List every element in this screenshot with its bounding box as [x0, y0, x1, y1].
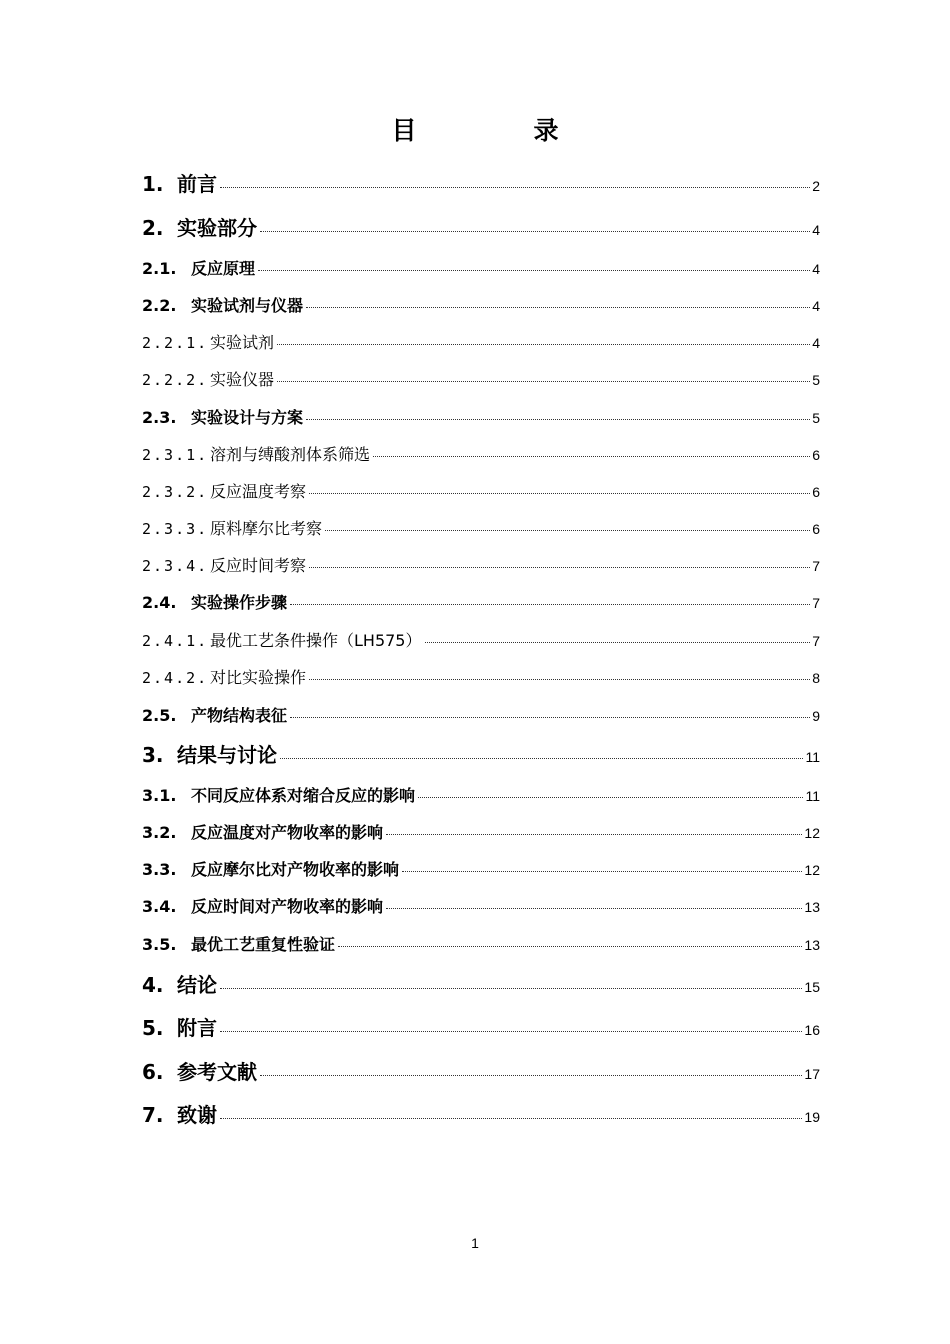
toc-entry-number: 2.3.1. — [142, 446, 209, 464]
toc-leader-dots — [220, 1030, 802, 1032]
toc-entry-number: 2.3.4. — [142, 557, 209, 575]
toc-entry[interactable] — [142, 212, 820, 241]
toc-entry[interactable] — [142, 168, 820, 197]
toc-leader-dots — [290, 603, 810, 605]
toc-entry-label: 结果与讨论 — [177, 743, 277, 767]
toc-entry-page: 5 — [812, 372, 820, 388]
toc-entry-page: 7 — [812, 558, 820, 574]
toc-entry-number: 2.2.1. — [142, 334, 209, 352]
toc-entry-number: 5. — [142, 1016, 164, 1040]
toc-entry-number: 2. — [142, 216, 164, 240]
toc-entry[interactable] — [142, 703, 820, 726]
toc-entry-page: 15 — [804, 979, 820, 995]
toc-entry-page: 4 — [812, 335, 820, 351]
toc-entry-number: 4. — [142, 973, 164, 997]
toc-entry-page: 4 — [812, 222, 820, 238]
toc-entry-label: 实验试剂 — [210, 333, 275, 352]
toc-leader-dots — [306, 306, 810, 308]
toc-entry-page: 17 — [804, 1066, 820, 1082]
toc-leader-dots — [309, 492, 810, 494]
toc-entry-number: 2.3.2. — [142, 483, 209, 501]
toc-leader-dots — [309, 678, 810, 680]
toc-entry[interactable] — [142, 932, 820, 955]
toc-entry-number: 2.2.2. — [142, 371, 209, 389]
toc-entry-page: 12 — [804, 862, 820, 878]
toc-leader-dots — [386, 833, 802, 835]
toc-entry-label: 溶剂与缚酸剂体系筛选 — [210, 445, 371, 464]
toc-entry-page: 6 — [812, 484, 820, 500]
toc-entry-page: 13 — [804, 937, 820, 953]
toc-entry-page: 13 — [804, 899, 820, 915]
toc-entry-label: 对比实验操作 — [210, 668, 307, 687]
toc-entry-label: 最优工艺条件操作（LH575） — [210, 631, 422, 650]
toc-entry-label: 实验试剂与仪器 — [191, 296, 304, 315]
toc-entry-number: 2.2. — [142, 296, 177, 315]
toc-leader-dots — [290, 716, 810, 718]
toc-entry[interactable] — [142, 1056, 820, 1085]
toc-entry-label: 最优工艺重复性验证 — [191, 935, 336, 954]
toc-entry[interactable] — [142, 516, 820, 539]
toc-entry-label: 产物结构表征 — [191, 706, 288, 725]
toc-entry-label: 反应原理 — [191, 259, 256, 278]
toc-entry-page: 5 — [812, 410, 820, 426]
toc-leader-dots — [277, 380, 810, 382]
toc-entry-label: 实验操作步骤 — [191, 593, 288, 612]
toc-leader-dots — [306, 418, 810, 420]
toc-leader-dots — [220, 987, 802, 989]
toc-entry[interactable] — [142, 665, 820, 688]
toc-leader-dots — [373, 455, 810, 457]
toc-entry[interactable] — [142, 1099, 820, 1128]
toc-entry-page: 16 — [804, 1022, 820, 1038]
toc-leader-dots — [260, 1074, 802, 1076]
toc-entry[interactable] — [142, 256, 820, 279]
toc-entry-label: 致谢 — [177, 1103, 217, 1127]
toc-entry-page: 4 — [812, 298, 820, 314]
toc-entry-page: 6 — [812, 447, 820, 463]
toc-entry-label: 反应摩尔比对产物收率的影响 — [191, 860, 400, 879]
toc-leader-dots — [258, 269, 810, 271]
toc-entry[interactable] — [142, 590, 820, 613]
toc-entry-label: 附言 — [177, 1016, 217, 1040]
toc-leader-dots — [277, 343, 810, 345]
toc-entry-number: 2.5. — [142, 706, 177, 725]
page-title: 目 录 — [391, 116, 605, 145]
toc-entry-page: 8 — [812, 670, 820, 686]
toc-entry-label: 原料摩尔比考察 — [210, 519, 323, 538]
toc-entry-page: 6 — [812, 521, 820, 537]
toc-entry[interactable] — [142, 628, 820, 651]
toc-leader-dots — [260, 230, 810, 232]
toc-leader-dots — [425, 641, 811, 643]
toc-leader-dots — [220, 186, 810, 188]
toc-leader-dots — [280, 757, 803, 759]
toc-entry[interactable] — [142, 330, 820, 353]
toc-entry-label: 前言 — [177, 172, 217, 196]
toc-leader-dots — [325, 529, 810, 531]
footer-page-number: 1 — [471, 1235, 479, 1251]
toc-entry-page: 2 — [812, 178, 820, 194]
toc-entry[interactable] — [142, 820, 820, 843]
toc-entry-label: 实验部分 — [177, 216, 257, 240]
toc-entry[interactable] — [142, 1012, 820, 1041]
toc-entry[interactable] — [142, 894, 820, 917]
toc-entry-number: 3.3. — [142, 860, 177, 879]
toc-entry-number: 3.5. — [142, 935, 177, 954]
toc-entry-number: 2.1. — [142, 259, 177, 278]
toc-entry-number: 3. — [142, 743, 164, 767]
toc-entry-page: 7 — [812, 633, 820, 649]
toc-entry[interactable] — [142, 969, 820, 998]
toc-entry-number: 2.4.2. — [142, 669, 209, 687]
toc-entry[interactable] — [142, 553, 820, 576]
toc-leader-dots — [386, 907, 802, 909]
toc-entry[interactable] — [142, 479, 820, 502]
toc-leader-dots — [338, 945, 802, 947]
toc-entry[interactable] — [142, 739, 820, 768]
toc-entry-label: 反应温度考察 — [210, 482, 307, 501]
toc-entry-number: 2.3.3. — [142, 520, 209, 538]
toc-entry-number: 3.1. — [142, 786, 177, 805]
toc-leader-dots — [402, 870, 802, 872]
toc-entry-label: 反应温度对产物收率的影响 — [191, 823, 384, 842]
toc-entry[interactable] — [142, 293, 820, 316]
toc-leader-dots — [418, 796, 803, 798]
toc-entry-number: 2.4. — [142, 593, 177, 612]
toc-entry-label: 实验仪器 — [210, 370, 275, 389]
toc-entry-page: 9 — [812, 708, 820, 724]
toc-entry-page: 4 — [812, 261, 820, 277]
toc-entry[interactable] — [142, 783, 820, 806]
toc-entry-label: 结论 — [177, 973, 217, 997]
toc-entry-label: 不同反应体系对缩合反应的影响 — [191, 786, 416, 805]
toc-entry[interactable] — [142, 857, 820, 880]
toc-leader-dots — [309, 566, 810, 568]
toc-leader-dots — [220, 1117, 802, 1119]
toc-entry-label: 实验设计与方案 — [191, 408, 304, 427]
toc-entry-page: 12 — [804, 825, 820, 841]
toc-entry-number: 1. — [142, 172, 164, 196]
toc-entry[interactable] — [142, 367, 820, 390]
toc-entry-page: 19 — [804, 1109, 820, 1125]
toc-entry[interactable] — [142, 405, 820, 428]
toc-entry-page: 7 — [812, 595, 820, 611]
toc-entry-label: 反应时间对产物收率的影响 — [191, 897, 384, 916]
toc-entry-number: 2.3. — [142, 408, 177, 427]
toc-entry-number: 3.4. — [142, 897, 177, 916]
toc-entry-number: 3.2. — [142, 823, 177, 842]
toc-entry-label: 反应时间考察 — [210, 556, 307, 575]
toc-entry-page: 11 — [805, 749, 820, 765]
toc-entry[interactable] — [142, 442, 820, 465]
toc-entry-number: 2.4.1. — [142, 632, 209, 650]
toc-entry-number: 7. — [142, 1103, 164, 1127]
toc-entry-page: 11 — [805, 788, 820, 804]
toc-entry-label: 参考文献 — [177, 1060, 257, 1084]
toc-entry-number: 6. — [142, 1060, 164, 1084]
